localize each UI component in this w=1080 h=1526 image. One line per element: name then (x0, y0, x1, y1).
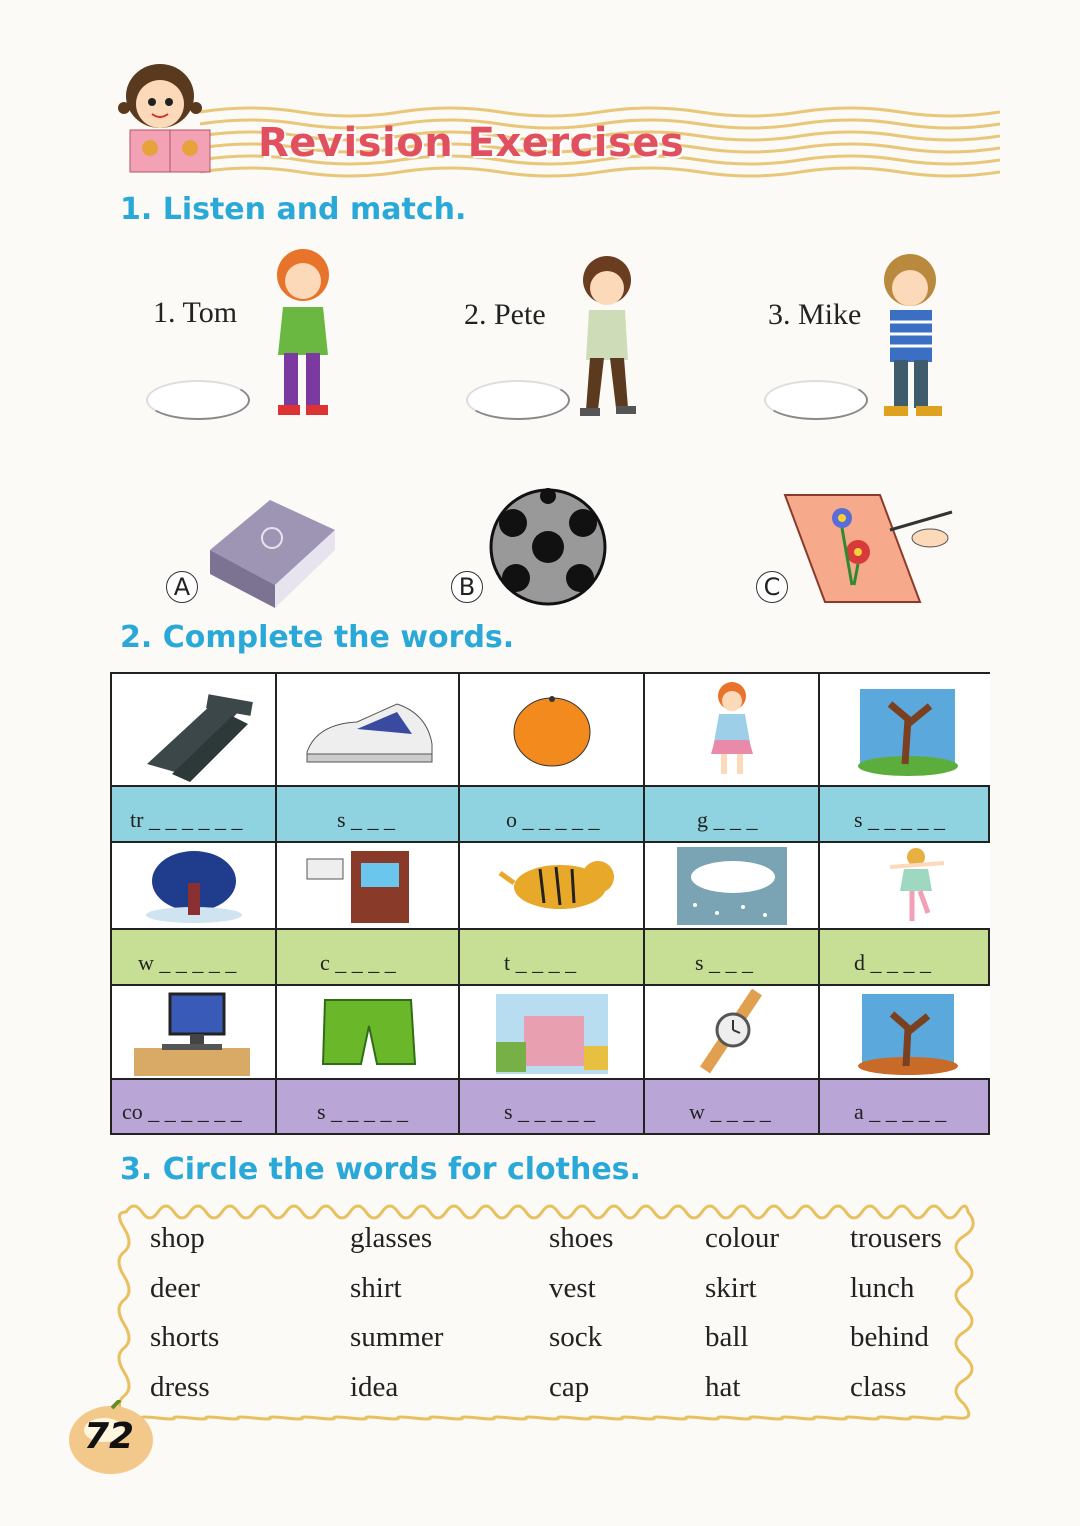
answer-oval-3[interactable] (764, 380, 868, 420)
clue-snow[interactable]: s _ _ _ (695, 950, 754, 975)
word-item[interactable]: ball (705, 1321, 749, 1353)
word-item[interactable]: class (850, 1371, 907, 1403)
shorts-icon (277, 986, 460, 1078)
ball-icon (488, 488, 608, 606)
word-item[interactable]: sock (549, 1321, 603, 1353)
clue-row-1 (112, 787, 988, 843)
word-item[interactable]: deer (150, 1272, 200, 1304)
word-item[interactable]: glasses (350, 1222, 433, 1254)
clue-shoes[interactable]: s _ _ _ (337, 807, 396, 832)
cell-school (460, 986, 645, 1080)
section3-heading: 3. Circle the words for clothes. (120, 1152, 641, 1187)
cell-spring-tree (820, 674, 990, 787)
word-item[interactable]: skirt (705, 1272, 757, 1304)
orange-icon (460, 674, 645, 785)
word-item[interactable]: hat (705, 1371, 741, 1403)
clue-watch[interactable]: w _ _ _ _ (689, 1099, 771, 1124)
clue-shorts[interactable]: s _ _ _ _ _ (317, 1099, 409, 1124)
word-item[interactable]: dress (150, 1371, 210, 1403)
word-item[interactable]: colour (705, 1222, 780, 1254)
cell-orange (460, 674, 645, 787)
cell-tiger (460, 843, 645, 930)
cell-autumn-tree (820, 986, 990, 1080)
boy-mike-icon (868, 250, 958, 425)
section2-heading: 2. Complete the words. (120, 620, 515, 655)
option-letter-a[interactable]: A (166, 571, 198, 603)
watch-icon (645, 986, 820, 1078)
cell-computer (112, 986, 277, 1080)
boy-tom-icon (258, 245, 348, 420)
section1-heading: 1. Listen and match. (120, 192, 467, 227)
cell-girl (645, 674, 820, 787)
trousers-icon (112, 674, 277, 785)
answer-oval-2[interactable] (466, 380, 570, 420)
tiger-icon (460, 843, 645, 928)
autumn-tree-icon (820, 986, 990, 1078)
option-letter-b[interactable]: B (451, 571, 483, 603)
clue-spring[interactable]: s _ _ _ _ _ (854, 807, 946, 832)
drawing-icon (780, 490, 960, 605)
word-item[interactable]: idea (350, 1371, 399, 1403)
boy-pete-icon (562, 250, 652, 425)
shoe-icon (277, 674, 460, 785)
snow-icon (645, 843, 820, 928)
option-letter-c[interactable]: C (756, 571, 788, 603)
school-icon (460, 986, 645, 1078)
page-number: 72 (84, 1416, 135, 1457)
word-item[interactable]: shirt (350, 1272, 402, 1304)
clue-school[interactable]: s _ _ _ _ _ (504, 1099, 596, 1124)
word-item[interactable]: shorts (150, 1321, 220, 1353)
cell-watch (645, 986, 820, 1080)
clue-computer[interactable]: co _ _ _ _ _ _ (122, 1099, 242, 1124)
word-item[interactable]: behind (850, 1321, 929, 1353)
word-item[interactable]: lunch (850, 1272, 915, 1304)
person-label-pete: 2. Pete (464, 298, 546, 331)
reading-girl-icon (112, 60, 212, 175)
clue-classroom[interactable]: c _ _ _ _ (320, 950, 396, 975)
clue-orange[interactable]: o _ _ _ _ _ (506, 807, 600, 832)
cell-classroom (277, 843, 460, 930)
clue-dance[interactable]: d _ _ _ _ (854, 950, 931, 975)
word-item[interactable]: summer (350, 1321, 444, 1353)
word-item[interactable]: vest (549, 1272, 596, 1304)
page-title: Revision Exercises (258, 120, 685, 166)
word-grid (110, 672, 990, 1135)
computer-icon (112, 986, 277, 1078)
classroom-icon (277, 843, 460, 928)
word-item[interactable]: shoes (549, 1222, 614, 1254)
word-item[interactable]: cap (549, 1371, 590, 1403)
person-label-mike: 3. Mike (768, 298, 862, 331)
clue-tiger[interactable]: t _ _ _ _ (504, 950, 577, 975)
clue-winter[interactable]: w _ _ _ _ _ (138, 950, 237, 975)
cell-winter-tree (112, 843, 277, 930)
winter-tree-icon (112, 843, 277, 928)
clue-girl[interactable]: g _ _ _ (697, 807, 758, 832)
word-item[interactable]: shop (150, 1222, 205, 1254)
clue-row-3 (112, 1080, 988, 1133)
word-item[interactable]: trousers (850, 1222, 942, 1254)
clue-row-2 (112, 930, 988, 986)
cell-shoe (277, 674, 460, 787)
dancer-icon (820, 843, 990, 928)
clue-autumn[interactable]: a _ _ _ _ _ (854, 1099, 947, 1124)
girl-icon (645, 674, 820, 785)
cell-trousers (112, 674, 277, 787)
cell-snow (645, 843, 820, 930)
spring-tree-icon (820, 674, 990, 785)
cell-dancer (820, 843, 990, 930)
wavy-border (112, 1196, 978, 1428)
book-icon (200, 490, 340, 610)
answer-oval-1[interactable] (146, 380, 250, 420)
cell-shorts (277, 986, 460, 1080)
person-label-tom: 1. Tom (153, 296, 238, 329)
clue-trousers[interactable]: tr _ _ _ _ _ _ (130, 807, 243, 832)
